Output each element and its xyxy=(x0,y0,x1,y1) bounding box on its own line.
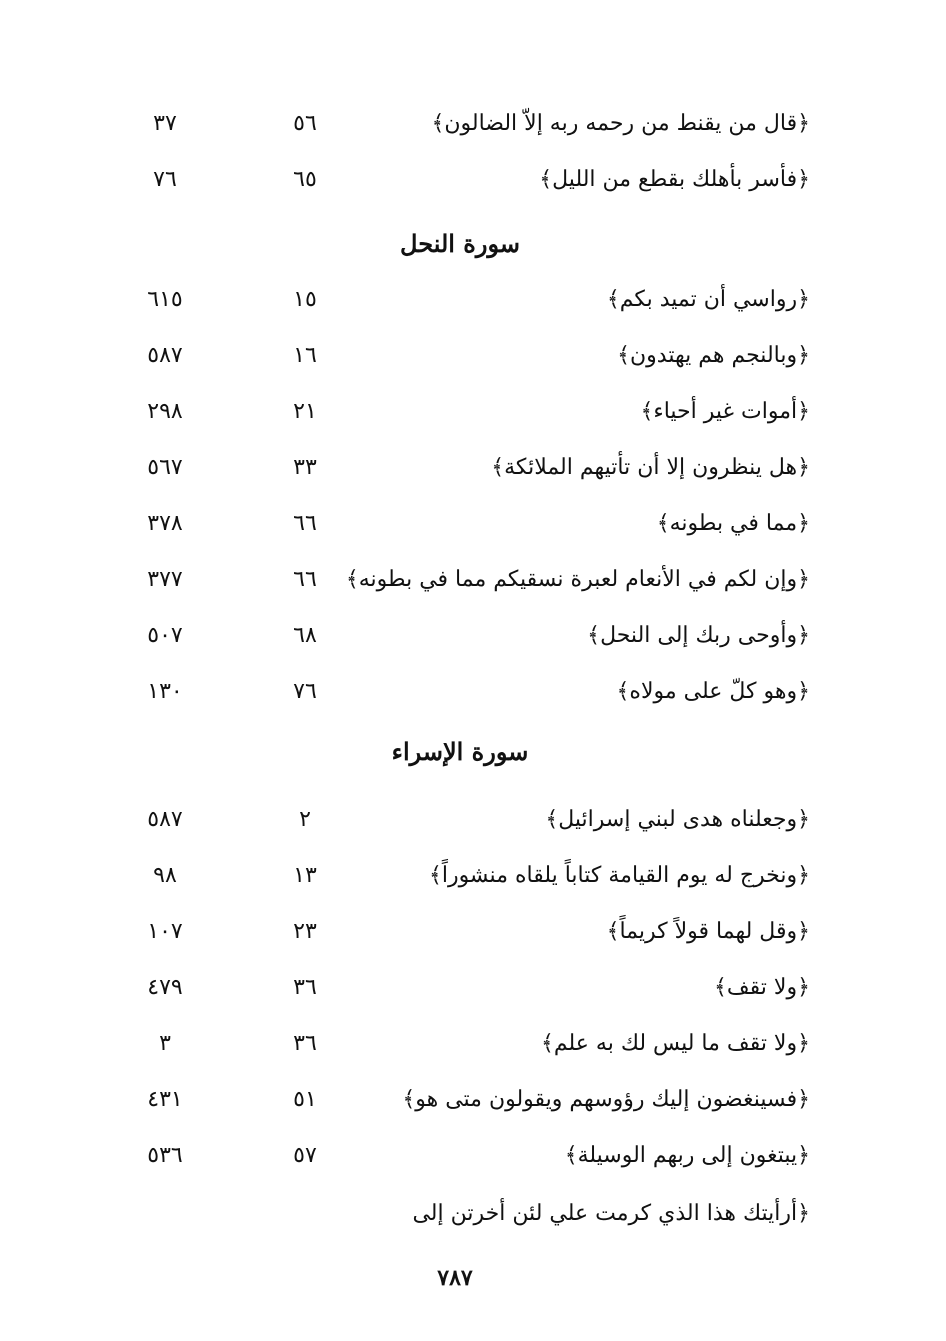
index-row xyxy=(120,1024,810,1064)
index-row xyxy=(120,104,810,144)
ayah-number: ٢٣ xyxy=(293,919,317,944)
page-reference: ٦١٥ xyxy=(147,287,183,312)
ayah-number: ٥١ xyxy=(293,1087,317,1112)
ayah-number: ١٥ xyxy=(293,287,317,312)
ayah-number: ١٦ xyxy=(293,343,317,368)
page-reference: ٥٣٦ xyxy=(147,1143,183,1168)
ayah-number: ٥٦ xyxy=(293,111,317,136)
surah-title-nahl: سورة النحل xyxy=(400,229,520,258)
ayah-number: ٦٦ xyxy=(293,567,317,592)
index-row xyxy=(120,560,810,600)
verse-text: ﴿ولا تقف﴾ xyxy=(714,975,810,1000)
index-row xyxy=(120,968,810,1008)
ayah-number: ٢١ xyxy=(293,399,317,424)
index-row xyxy=(120,1194,810,1234)
ayah-number: ٥٧ xyxy=(293,1143,317,1168)
index-row xyxy=(120,1136,810,1176)
index-row xyxy=(120,1080,810,1120)
page-reference: ٥٠٧ xyxy=(147,623,183,648)
index-row xyxy=(120,672,810,712)
index-row xyxy=(120,392,810,432)
page-number: ٧٨٧ xyxy=(437,1265,473,1291)
surah-title-isra: سورة الإسراء xyxy=(391,737,529,766)
verse-text: ﴿وهو كلّ على مولاه﴾ xyxy=(616,679,810,704)
page-reference: ٢٩٨ xyxy=(147,399,183,424)
index-row xyxy=(120,160,810,200)
ayah-number: ٢ xyxy=(299,807,311,832)
ayah-number: ٣٣ xyxy=(293,455,317,480)
verse-text: ﴿وقل لهما قولاً كريماً﴾ xyxy=(606,919,810,944)
page-reference: ١٠٧ xyxy=(147,919,183,944)
index-row xyxy=(120,800,810,840)
verse-text: ﴿فسينغضون إليك رؤوسهم ويقولون متى هو﴾ xyxy=(402,1087,810,1112)
verse-text: ﴿أموات غير أحياء﴾ xyxy=(640,399,810,424)
verse-text: ﴿يبتغون إلى ربهم الوسيلة﴾ xyxy=(564,1143,810,1168)
index-row xyxy=(120,280,810,320)
verse-text: ﴿هل ينظرون إلا أن تأتيهم الملائكة﴾ xyxy=(491,455,810,480)
page-reference: ٣ xyxy=(159,1031,171,1056)
verse-text: ﴿وجعلناه هدى لبني إسرائيل﴾ xyxy=(545,807,810,832)
verse-text: ﴿قال من يقنط من رحمه ربه إلاّ الضالون﴾ xyxy=(431,111,810,136)
page-reference: ٤٧٩ xyxy=(147,975,183,1000)
verse-text: ﴿وأوحى ربك إلى النحل﴾ xyxy=(587,623,810,648)
page-reference: ٣٧٧ xyxy=(147,567,183,592)
index-row xyxy=(120,448,810,488)
verse-text: ﴿مما في بطونه﴾ xyxy=(656,511,810,536)
ayah-number: ١٣ xyxy=(293,863,317,888)
ayah-number: ٧٦ xyxy=(293,679,317,704)
verse-text: ﴿رواسي أن تميد بكم﴾ xyxy=(606,287,810,312)
index-row xyxy=(120,912,810,952)
page-reference: ٣٧٨ xyxy=(147,511,183,536)
verse-text: ﴿وبالنجم هم يهتدون﴾ xyxy=(617,343,810,368)
page-reference: ٣٧ xyxy=(153,111,177,136)
index-row xyxy=(120,616,810,656)
verse-text: ﴿أرأيتك هذا الذي كرمت علي لئن أخرتن إلى xyxy=(412,1201,810,1226)
verse-text: ﴿ونخرج له يوم القيامة كتاباً يلقاه منشوراً﴾ xyxy=(428,863,810,888)
verse-text: ﴿وإن لكم في الأنعام لعبرة نسقيكم مما في بطونه﴾ xyxy=(345,567,810,592)
page-reference: ١٣٠ xyxy=(147,679,183,704)
ayah-number: ٣٦ xyxy=(293,1031,317,1056)
verse-text: ﴿ولا تقف ما ليس لك به علم﴾ xyxy=(540,1031,810,1056)
index-row xyxy=(120,504,810,544)
page-reference: ٥٨٧ xyxy=(147,807,183,832)
page-reference: ٤٣١ xyxy=(147,1087,183,1112)
index-row xyxy=(120,336,810,376)
ayah-number: ٣٦ xyxy=(293,975,317,1000)
index-row xyxy=(120,856,810,896)
page-reference: ٧٦ xyxy=(153,167,177,192)
verse-text: ﴿فأسر بأهلك بقطع من الليل﴾ xyxy=(539,167,810,192)
ayah-number: ٦٥ xyxy=(293,167,317,192)
page-reference: ٥٦٧ xyxy=(147,455,183,480)
ayah-number: ٦٦ xyxy=(293,511,317,536)
page-reference: ٥٨٧ xyxy=(147,343,183,368)
ayah-number: ٦٨ xyxy=(293,623,317,648)
page-reference: ٩٨ xyxy=(153,863,177,888)
